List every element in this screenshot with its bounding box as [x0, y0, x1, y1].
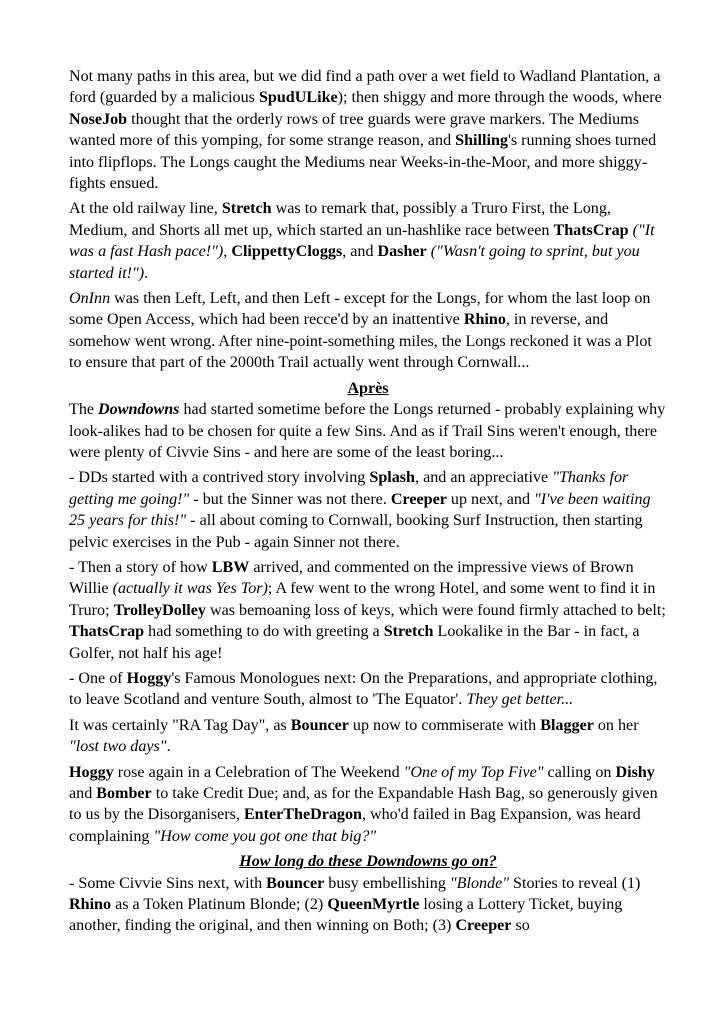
text-run: ); then shiggy and more through the woods, where	[337, 89, 662, 107]
text-run: was bemoaning loss of keys, which were found firmly attached to belt;	[205, 601, 666, 619]
text-run: .	[166, 738, 171, 756]
italic-text-run: "Blonde"	[449, 874, 510, 892]
body-paragraph	[69, 66, 667, 194]
bold-text-run: Creeper	[455, 917, 512, 935]
text-run: Lookalike in the Bar - in fact, a Golfer, not half his age!	[69, 623, 640, 662]
text-run: 's Famous Monologues next: On the Preparations, and appropriate clothing, to leave Scotland and venture South, almost to 'The Equator'.	[69, 669, 658, 709]
text-run: had something to do with greeting a	[144, 623, 384, 641]
text-run: was then Left, Left, and then Left - except for the Longs, for whom the last loop on some Open Access, which had been recce'd by an inattentive	[69, 290, 651, 329]
bold-text-run: Splash	[369, 469, 416, 487]
bold-text-run: Shilling	[455, 132, 508, 150]
text-run: - DDs started with a contrived story involving	[69, 469, 370, 487]
text-run: , and an appreciative	[415, 469, 553, 487]
text-run: The	[69, 401, 99, 419]
bold-text-run: EnterTheDragon	[243, 806, 362, 824]
text-run: Après	[347, 379, 389, 397]
text-run: losing a Lottery Ticket, buying another, finding the original, and then winning on Both; (3)	[69, 896, 623, 935]
text-run: - all about coming to Cornwall, booking Surf Instruction, then starting pelvic exercises in the Pub - again Sinner not there.	[69, 512, 643, 551]
italic-text-run: (actually it was Yes Tor)	[112, 580, 268, 598]
bold-text-run: Blagger	[540, 716, 594, 734]
text-run: had started sometime before the Longs returned - probably explaining why look-alikes had to be chosen for quite a few Sins. And as if Trail Sins weren't enough, there were plenty of Civvie Sins - and here are some of the least boring...	[69, 401, 666, 461]
body-paragraph	[69, 557, 667, 664]
bold-text-run: QueenMyrtle	[327, 896, 420, 914]
bold-text-run: Dishy	[615, 763, 655, 781]
italic-text-run: ("Wasn't going to sprint, but you started it!")	[69, 243, 640, 282]
text-run: Not many paths in this area, but we did find a path over a wet field to Wadland Plantation, a ford (guarded by a malicious	[69, 68, 661, 107]
text-run: How long do these Downdowns go on?	[239, 853, 497, 871]
bold-text-run: Bouncer	[266, 874, 325, 892]
bold-text-run: TrolleyDolley	[113, 601, 206, 619]
body-paragraph	[69, 288, 667, 374]
text-run: - Some Civvie Sins next, with	[69, 874, 267, 892]
italic-text-run: "Thanks for getting me going!"	[69, 469, 629, 508]
text-run: up next, and	[446, 490, 535, 508]
bold-text-run: ThatsCrap	[553, 221, 629, 239]
text-run: .	[144, 264, 149, 282]
section-heading	[69, 378, 667, 399]
text-run: rose again in a Celebration of The Weekend	[113, 763, 404, 781]
italic-text-run: They get better...	[466, 691, 574, 709]
bold-text-run: Hoggy	[69, 763, 114, 781]
text-run: was to remark that, possibly a Truro First, the Long, Medium, and Shorts all met up, which started an un-hashlike race between	[69, 200, 611, 239]
bold-text-run: SpudULike	[258, 89, 338, 107]
bold-text-run: Rhino	[69, 896, 112, 914]
text-run: It was certainly "RA Tag Day", as	[69, 716, 291, 734]
text-run: so	[511, 917, 530, 935]
bold-text-run: LBW	[211, 558, 250, 576]
italic-text-run: "How come you got one that big?"	[153, 827, 377, 845]
text-run: up now to commiserate with	[348, 716, 541, 734]
text-run: to take Credit Due; and, as for the Expandable Hash Bag, so generously given to us by the Disorganisers,	[69, 785, 658, 824]
bold-text-run: Downdowns	[98, 401, 180, 419]
italic-text-run: OnInn	[69, 290, 111, 308]
bold-text-run: ThatsCrap	[69, 623, 145, 641]
bold-text-run: Hoggy	[126, 669, 172, 687]
text-run: , who'd failed in Bag Expansion, was heard complaining	[69, 806, 641, 845]
body-paragraph	[69, 467, 667, 553]
text-run: ,	[223, 243, 232, 261]
bold-text-run: Stretch	[221, 200, 272, 218]
body-paragraph	[69, 762, 667, 848]
text-run: as a Token Platinum Blonde; (2)	[111, 896, 328, 914]
italic-text-run: "I've been waiting 25 years for this!"	[69, 490, 651, 530]
body-paragraph	[69, 715, 667, 758]
text-run: ; A few went to the wrong Hotel, and some went to find it in Truro;	[69, 580, 656, 619]
bold-text-run: ClippettyCloggs	[231, 243, 343, 261]
text-run: calling on	[543, 763, 616, 781]
text-run: arrived, and commented on the impressive views of Brown Willie	[69, 558, 634, 598]
text-run: thought that the orderly rows of tree guards were grave markers. The Mediums wanted more of this yomping, for some strange reason, and	[69, 110, 639, 150]
italic-text-run: "lost two days"	[69, 738, 167, 756]
body-paragraph	[69, 198, 667, 284]
text-run: 's running shoes turned into flipflops. The Longs caught the Mediums near Weeks-in-the-Moor, and more shiggy-fights ensued.	[69, 132, 657, 193]
text-run: - but the Sinner was not there.	[189, 490, 391, 508]
bold-text-run: Rhino	[463, 311, 506, 329]
text-run: - Then a story of how	[69, 558, 212, 576]
document-page	[69, 66, 667, 941]
text-run: , in reverse, and somehow went wrong. After nine-point-something miles, the Longs reckoned it was a Plot to ensure that part of the 2000th Trail actually went through Cornwall...	[69, 311, 652, 372]
text-run: Stories to reveal (1)	[509, 874, 641, 892]
bold-text-run: Dasher	[377, 243, 427, 261]
bold-text-run: Bouncer	[290, 716, 349, 734]
italic-text-run: "One of my Top Five"	[403, 763, 544, 781]
text-run: , and	[342, 243, 378, 261]
text-run: busy embellishing	[324, 874, 450, 892]
text-run: and	[69, 785, 97, 802]
italic-text-run: ("It was a fast Hash pace!")	[69, 221, 655, 261]
body-paragraph	[69, 668, 667, 711]
bold-text-run: Creeper	[390, 490, 447, 508]
text-run: on her	[593, 716, 639, 734]
bold-text-run: NoseJob	[69, 110, 128, 128]
bold-text-run: Bomber	[96, 785, 152, 802]
body-paragraph	[69, 399, 667, 463]
text-run: At the old railway line,	[69, 200, 222, 218]
body-paragraph	[69, 873, 667, 937]
bold-text-run: Stretch	[383, 623, 434, 641]
section-heading	[69, 851, 667, 872]
text-run: - One of	[69, 669, 127, 687]
